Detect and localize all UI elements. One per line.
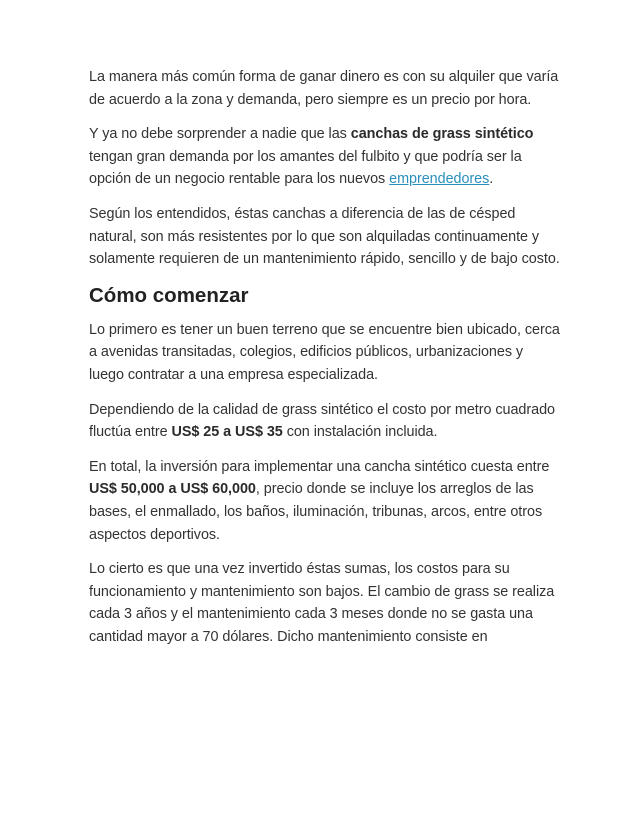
paragraph-mantenimiento <box>89 558 561 648</box>
bold-canchas-term: canchas de grass sintético <box>350 126 534 143</box>
paragraph-text: Lo cierto es que una vez invertido éstas sumas, los costos para su funcionamiento y mantenimiento son bajos. El cambio de grass se realiza cada 3 años y el mantenimiento cada 3 meses donde no se gasta una cantidad mayor a 70 dólares. Dicho mantenimiento consiste en <box>89 561 555 645</box>
paragraph-text: Lo primero es tener un buen terreno que se encuentre bien ubicado, cerca a avenidas transitadas, colegios, edificios públicos, urbanizaciones y luego contratar a una empresa especializada. <box>89 321 560 383</box>
paragraph-text-start: Dependiendo de la calidad de grass sintético el costo por metro cuadrado fluctúa entre <box>89 401 555 441</box>
paragraph-canchas <box>89 123 561 191</box>
paragraph-inversion <box>89 456 561 546</box>
section-heading-como-comenzar: Cómo comenzar <box>89 283 249 307</box>
bold-price-range: US$ 25 a US$ 35 <box>171 424 283 441</box>
paragraph-text-middle: tengan gran demanda por los amantes del fulbito y que podría ser la opción de un negocio rentable para los nuevos <box>89 148 522 188</box>
paragraph-alquiler <box>89 66 561 111</box>
paragraph-text-end: . <box>489 171 494 188</box>
paragraph-entendidos <box>89 203 561 271</box>
paragraph-text-start: En total, la inversión para implementar una cancha sintético cuesta entre <box>89 458 550 475</box>
paragraph-text-start: Y ya no debe sorprender a nadie que las <box>89 126 351 143</box>
bold-investment-range: US$ 50,000 a US$ 60,000 <box>89 481 256 498</box>
document-page <box>89 66 561 660</box>
paragraph-text-end: , precio donde se incluye los arreglos de las bases, el enmallado, los baños, iluminación, tribunas, arcos, entre otros aspectos deportivos. <box>89 481 543 543</box>
paragraph-text: La manera más común forma de ganar dinero es con su alquiler que varía de acuerdo a la zona y demanda, pero siempre es un precio por hora. <box>89 69 559 108</box>
paragraph-text-end: con instalación incluida. <box>282 424 438 441</box>
paragraph-terreno <box>89 319 561 387</box>
emprendedores-link[interactable]: emprendedores <box>389 171 490 188</box>
paragraph-text: Según los entendidos, éstas canchas a diferencia de las de césped natural, son más resistentes por lo que son alquiladas continuamente y solamente requieren de un mantenimiento rápido, sencillo y de bajo costo. <box>89 205 560 268</box>
paragraph-costo-metro <box>89 399 561 444</box>
